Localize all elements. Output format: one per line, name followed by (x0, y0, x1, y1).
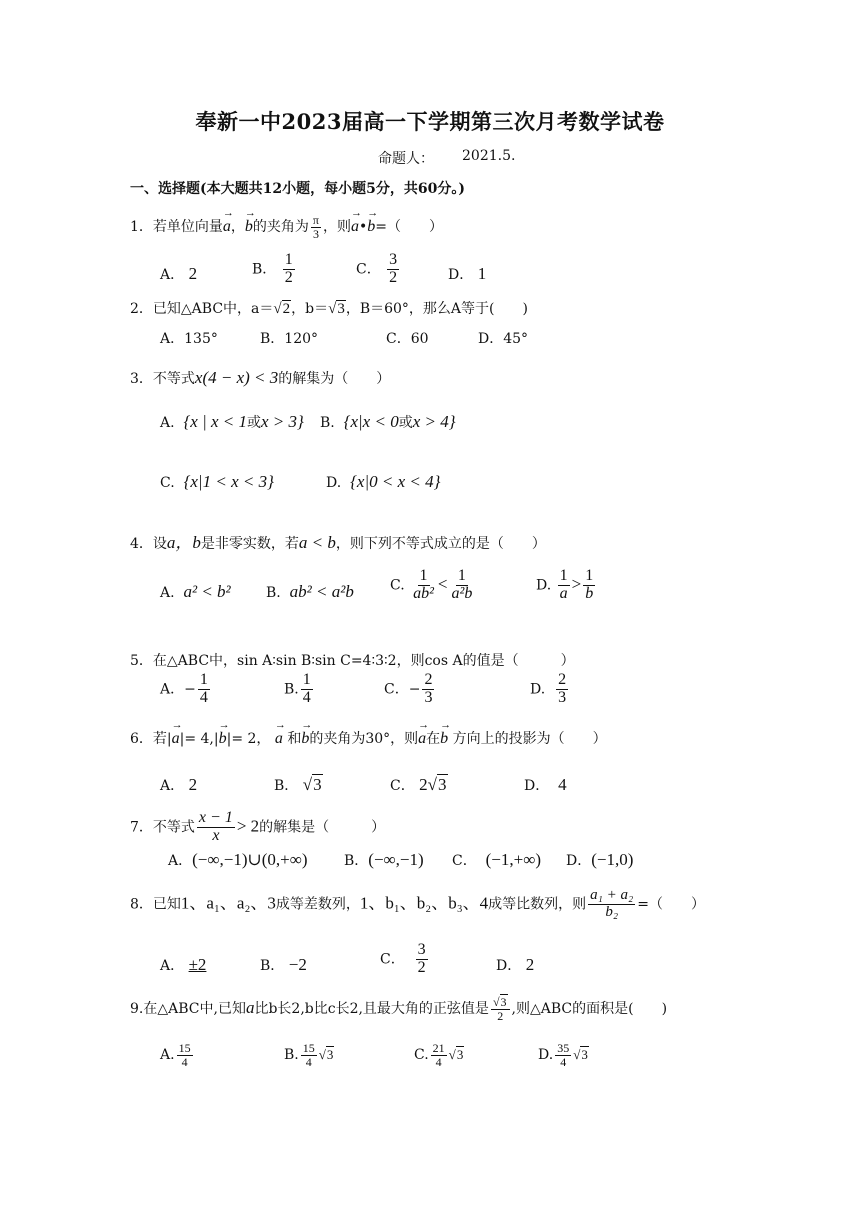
q6-option-d: D． 4 (524, 775, 567, 794)
q2-option-c: C．60 (386, 331, 429, 347)
vector-a: → a (223, 218, 231, 236)
q1-option-d: D． 1 (448, 264, 487, 283)
author-label: 命题人： (378, 151, 434, 167)
q9-option-c: C. $\frac{21}{4}$ √3 (414, 1041, 464, 1069)
q4-option-c: C. $\frac{1}{\text{ab²}}$ < $\frac{1}{\text{a²b}}$ (390, 567, 473, 602)
q2-option-d: D．45° (478, 331, 529, 347)
q6-option-b: B． √3 (274, 775, 322, 794)
q1-option-a: A． 2 (160, 264, 198, 283)
q4-option-a: A. a² < b² (160, 582, 231, 601)
q7-option-c: C． (−1,+∞) (452, 850, 541, 869)
question-1: 1．若单位向量→ a，→ b的夹角为 $\frac{\pi}{3}$ ，则→ a•→ b=（ ） (130, 214, 443, 240)
question-7: 7．不等式 $\frac{x - 1}{x}$ > 2的解集是（ ） (130, 809, 386, 844)
q1-option-b: B． $\frac{1}{2}$ (252, 251, 293, 286)
question-2: 2．已知△ABC中，a＝√2，b＝√3，B＝60°，那么A等于( ) (130, 301, 528, 317)
q9-option-a: A. $\frac{15}{4}$ (160, 1041, 191, 1069)
vector-b: → b (245, 218, 253, 236)
q7-option-d: D．(−1,0) (566, 850, 634, 869)
question-5: 5．在△ABC中，sin A∶sin B∶sin C=4∶3∶2，则cos A的值是（ ） (130, 653, 575, 669)
section-heading: 一、选择题(本大题共12小题，每小题5分，共60分。) (130, 181, 465, 197)
angle-fraction: $\frac{\pi}{3}$ (312, 213, 319, 241)
q5-option-a: A．− $\frac{1}{4}$ (160, 671, 208, 706)
q3-option-b: B. {x|x < 0或x > 4} (320, 412, 456, 431)
question-8: 8．已知1、a₁、a₂、3成等差数列，1、b₁、b₂、b₃、4成等比数列，则 $\frac{\text{a₁ + a₂}}{\text{b₂}}$ =（ ） (130, 887, 705, 920)
q7-option-a: A．(−∞,−1)∪(0,+∞) (168, 850, 308, 869)
q7-option-b: B．(−∞,−1) (344, 850, 424, 869)
q3-option-a: A. {x | x < 1或x > 3} (160, 412, 304, 431)
q4-option-b: B. ab² < a²b (266, 582, 354, 601)
q2-option-a: A．135° (160, 331, 218, 347)
q8-option-d: D． 2 (496, 955, 535, 974)
q5-option-d: D. $\frac{2}{3}$ (530, 671, 567, 706)
q3-option-c: C. {x|1 < x < 3} (160, 472, 274, 491)
q3-option-d: D. {x|0 < x < 4} (326, 472, 441, 491)
q9-option-d: D. $\frac{35}{4}$ √3 (538, 1041, 588, 1069)
exam-date: 2021.5. (462, 148, 516, 164)
q8-option-c: C． $\frac{3}{2}$ (380, 941, 426, 976)
q8-option-b: B． −2 (260, 955, 307, 974)
q8-option-a: A． ±2 (160, 955, 207, 974)
q1-option-c: C． $\frac{3}{2}$ (356, 251, 398, 286)
q6-option-c: C． 2√3 (390, 775, 447, 794)
question-6: 6．若|→ a|= 4,|→ b|= 2， → a 和→ b的夹角为30°，则→ a在→ b 方向上的投影为（ ） (130, 728, 607, 748)
q6-option-a: A． 2 (160, 775, 198, 794)
q4-option-d: D. $\frac{1}{a}$ > $\frac{1}{b}$ (536, 567, 594, 602)
q5-option-b: B. $\frac{1}{4}$ (284, 671, 311, 706)
question-9: 9.在△ABC中,已知a比b长2,b比c长2,且最大角的正弦值是 $\frac{√3}{2}$ ,则△ABC的面积是( ) (130, 995, 668, 1023)
q5-option-c: C．− $\frac{2}{3}$ (384, 671, 433, 706)
q2-option-b: B．120° (260, 331, 319, 347)
question-3: 3．不等式x(4 − x) < 3的解集为（ ） (130, 368, 391, 387)
question-4: 4．设a，b是非零实数，若a < b，则下列不等式成立的是（ ） (130, 533, 546, 552)
q9-option-b: B. $\frac{15}{4}$ √3 (284, 1041, 334, 1069)
exam-title: 奉新一中2023届高一下学期第三次月考数学试卷 (195, 109, 665, 134)
